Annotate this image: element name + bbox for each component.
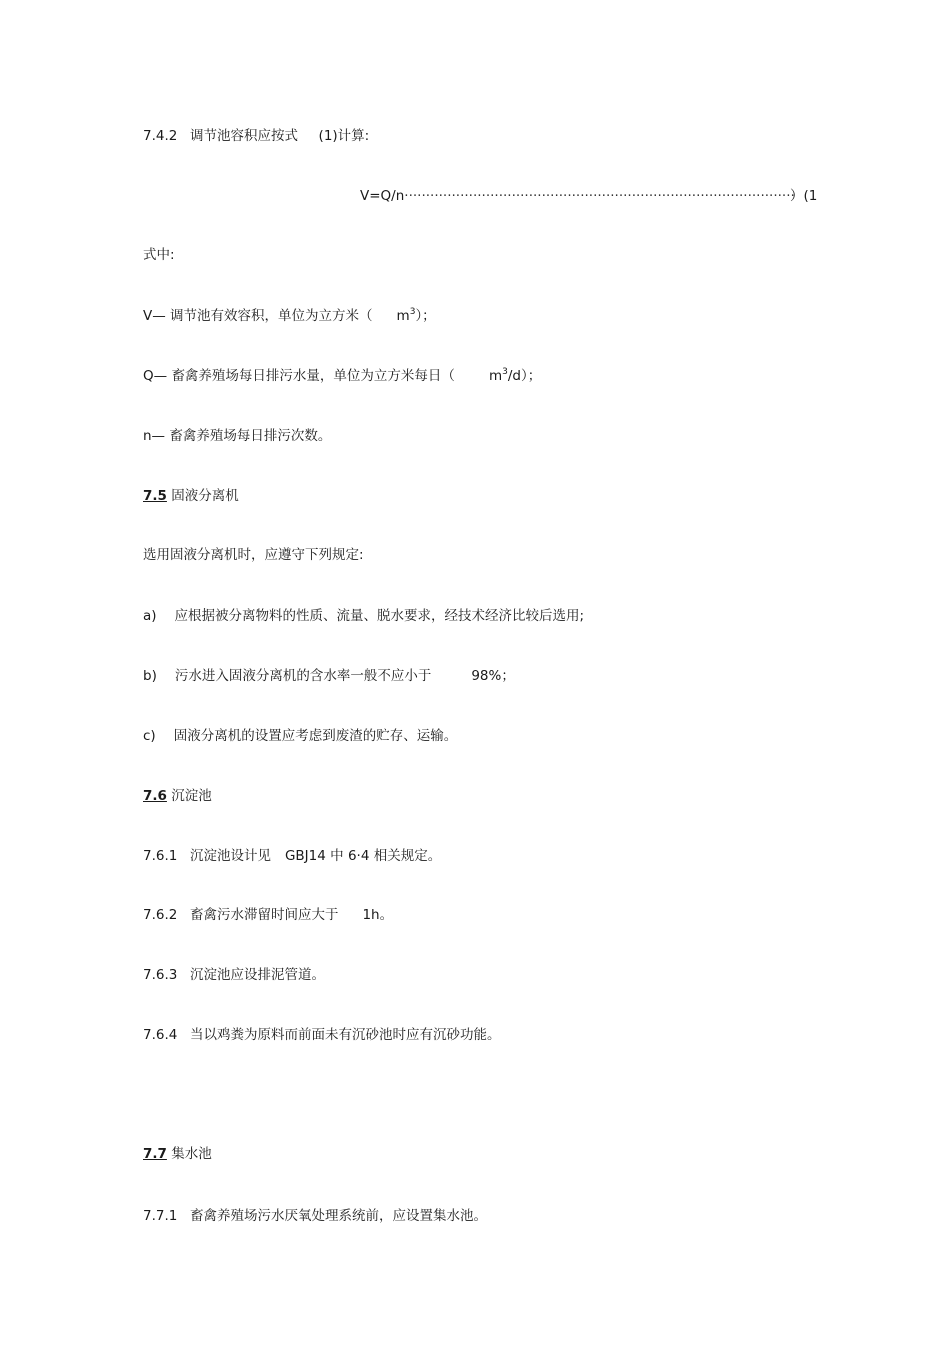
clause-number: 7.6.3 — [143, 967, 178, 983]
unit: m — [488, 368, 503, 384]
clause-text: 畜禽污水滞留时间应大于 — [189, 907, 339, 923]
clause-text: 沉淀池应设排泥管道。 — [189, 967, 325, 983]
clause-number: 7.6.1 — [143, 848, 178, 864]
list-value: 98%； — [471, 668, 515, 684]
symbol: Q— — [143, 368, 168, 384]
clause-number: 7.7.1 — [143, 1208, 178, 1224]
definition-end: ）； — [415, 308, 436, 324]
list-text: 污水进入固液分离机的含水率一般不应小于 — [174, 668, 432, 684]
list-item-a — [143, 606, 584, 626]
unit-superscript: 3 — [502, 367, 508, 377]
where-label: 式中: — [143, 247, 175, 263]
unit: m — [396, 308, 410, 324]
section-number: 7.6 — [143, 788, 167, 804]
section-title: 固液分离机 — [171, 488, 239, 504]
definition-text: 调节池有效容积，单位为立方米（ — [170, 308, 373, 324]
definition-n — [143, 426, 331, 446]
unit-superscript: 3 — [409, 307, 416, 317]
clause-reference: 6·4 — [347, 848, 370, 864]
definition-text: 畜禽养殖场每日排污次数。 — [169, 428, 332, 444]
section-title: 沉淀池 — [171, 788, 212, 804]
clause-mid: 中 — [330, 848, 344, 864]
list-item-b — [143, 666, 515, 686]
clause-tail: 相关规定。 — [373, 848, 442, 864]
list-text: 应根据被分离物料的性质、流量、脱水要求，经技术经济比较后选用; — [174, 608, 585, 624]
list-label: a) — [143, 608, 157, 624]
section-7-5-intro: 选用固液分离机时，应遵守下列规定: — [143, 547, 364, 563]
clause-number: 7.6.2 — [143, 907, 178, 923]
formula-expression: V=Q/n — [360, 188, 405, 204]
clause-text: 沉淀池设计见 — [189, 848, 271, 864]
symbol: n— — [143, 428, 166, 444]
definition-v — [143, 306, 436, 326]
list-item-c — [143, 726, 457, 746]
clause-7-6-2 — [143, 905, 393, 925]
section-number: 7.7 — [143, 1146, 167, 1162]
clause-7-7-1 — [143, 1206, 487, 1226]
formula-leader-dots: ··························································································· — [404, 188, 795, 204]
clause-7-6-4 — [143, 1025, 500, 1045]
equation-number: ）(1 — [790, 188, 818, 204]
clause-7-6-1 — [143, 846, 441, 866]
clause-text: 畜禽养殖场污水厌氧处理系统前，应设置集水池。 — [189, 1208, 487, 1224]
symbol: V— — [143, 308, 166, 324]
section-title: 集水池 — [171, 1146, 212, 1162]
clause-number: 7.4.2 — [143, 128, 178, 144]
section-number: 7.5 — [143, 488, 167, 504]
formula-line — [360, 186, 795, 206]
clause-text: 当以鸡粪为原料而前面未有沉砂池时应有沉砂功能。 — [189, 1027, 501, 1043]
clause-number: 7.6.4 — [143, 1027, 178, 1043]
section-7-6-heading — [143, 786, 212, 806]
standard-code: GBJ14 — [284, 848, 326, 864]
definition-text: 畜禽养殖场每日排污水量，单位为立方米每日（ — [171, 368, 455, 384]
unit-tail: /d — [507, 368, 521, 384]
definition-q — [143, 366, 541, 386]
clause-7-6-3 — [143, 965, 325, 985]
formula-reference: (1) — [318, 128, 338, 144]
list-label: b) — [143, 668, 157, 684]
section-7-7-heading — [143, 1144, 212, 1164]
clause-7-4-2 — [143, 126, 369, 146]
clause-value: 1h。 — [362, 907, 394, 923]
clause-text: 调节池容积应按式 — [189, 128, 298, 144]
list-text: 固液分离机的设置应考虑到废渣的贮存、运输。 — [173, 728, 458, 744]
clause-tail: 计算: — [337, 128, 370, 144]
section-7-5-heading — [143, 486, 239, 506]
list-label: c) — [143, 728, 156, 744]
definition-end: ）； — [520, 368, 542, 384]
